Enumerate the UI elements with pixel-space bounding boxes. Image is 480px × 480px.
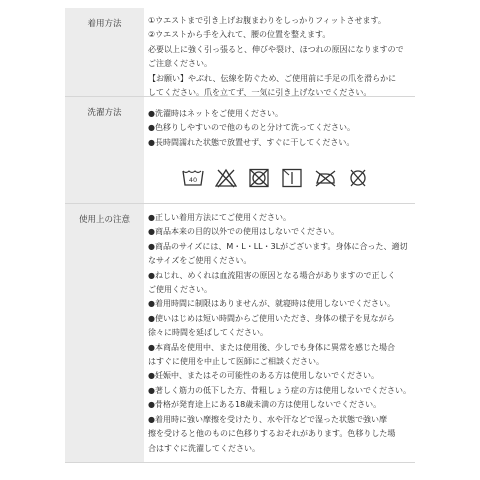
text-line: ご注意ください。 [148,59,212,69]
text-line: ●使いはじめは短い時間からご使用いただき、身体の様子を見ながら [148,313,395,323]
text-line: 【お願い】やぶれ、伝線を防ぐため、ご使用前に手足の爪を滑らかに [148,73,397,83]
text-line: ●長時間濡れた状態で放置せず、すぐに干してください。 [148,137,355,147]
text-line: ご使用ください。 [148,285,212,295]
text-line: ●本商品を使用中、または使用後、少しでも身体に異常を感じた場合 [148,342,395,352]
row-washing [65,97,415,204]
text-line: ②ウエストから手を入れて、腰の位置を整えます。 [148,30,331,40]
row-how-to-wear [65,8,415,97]
text-line: 徐々に時間を延ばしてください。 [148,328,268,338]
row-label: 洗濯方法 [65,97,144,203]
row-precautions [65,204,415,463]
text-line: 必要以上に強く引っ張ると、伸びや裂け、ほつれの原因になりますので [148,44,404,54]
row-content [144,204,415,462]
text-line: 擦を受けると他のものに色移りするおそれがあります。色移りした場 [148,429,396,439]
text-line: 合はすぐに洗濯してください。 [148,443,260,453]
row-label: 着用方法 [65,8,144,96]
text-line: ●色移りしやすいので他のものと分けて洗ってください。 [148,123,355,133]
text-line: なサイズをご使用ください。 [148,256,252,266]
row-content [144,97,415,203]
text-line: ●正しい着用方法にてご使用ください。 [148,213,291,222]
row-content [144,8,415,96]
text-line: ●妊娠中、またはその可能性のある方は使用しないでください。 [148,371,379,381]
text-line: ●ねじれ、めくれは血流阻害の原因となる場合がありますので正しく [148,270,396,280]
no-iron-icon [314,168,336,188]
text-line: ●着用時間に制限はありませんが、就寝時は使用しないでください。 [148,299,395,309]
line-dry-icon [281,168,303,188]
wash-40-icon [182,168,204,188]
text-line: ●商品本来の目的以外での使用はしないでください。 [148,227,339,237]
text-line: ●著しく筋力の低下した方、骨粗しょう症の方は使用しないでください。 [148,385,411,395]
row-label: 使用上の注意 [65,204,144,462]
product-info-table [65,8,415,463]
text-line: してください。爪を立てず、一気に引き上げないでください。 [148,88,372,98]
no-dry-clean-icon [347,168,369,188]
no-bleach-icon [215,168,237,188]
text-line: ●洗濯時はネットをご使用ください。 [148,109,283,118]
text-line: ●骨格が発育途上にある18歳未満の方は使用しないでください。 [148,400,382,410]
care-icons [182,168,415,188]
text-line: ●商品のサイズには、M・L・LL・3Lがございます。身体に合った、適切 [148,241,408,251]
no-tumble-dry-icon [248,168,270,188]
text-line: ●着用時に強い摩擦を受けたり、水や汗などで湿った状態で強い摩 [148,414,387,424]
wash-temp-text: 40 [188,176,198,185]
text-line: はすぐに使用を中止して医師にご相談ください。 [148,357,324,367]
text-line: ①ウエストまで引き上げお腹まわりをしっかりフィットさせます。 [148,16,386,25]
